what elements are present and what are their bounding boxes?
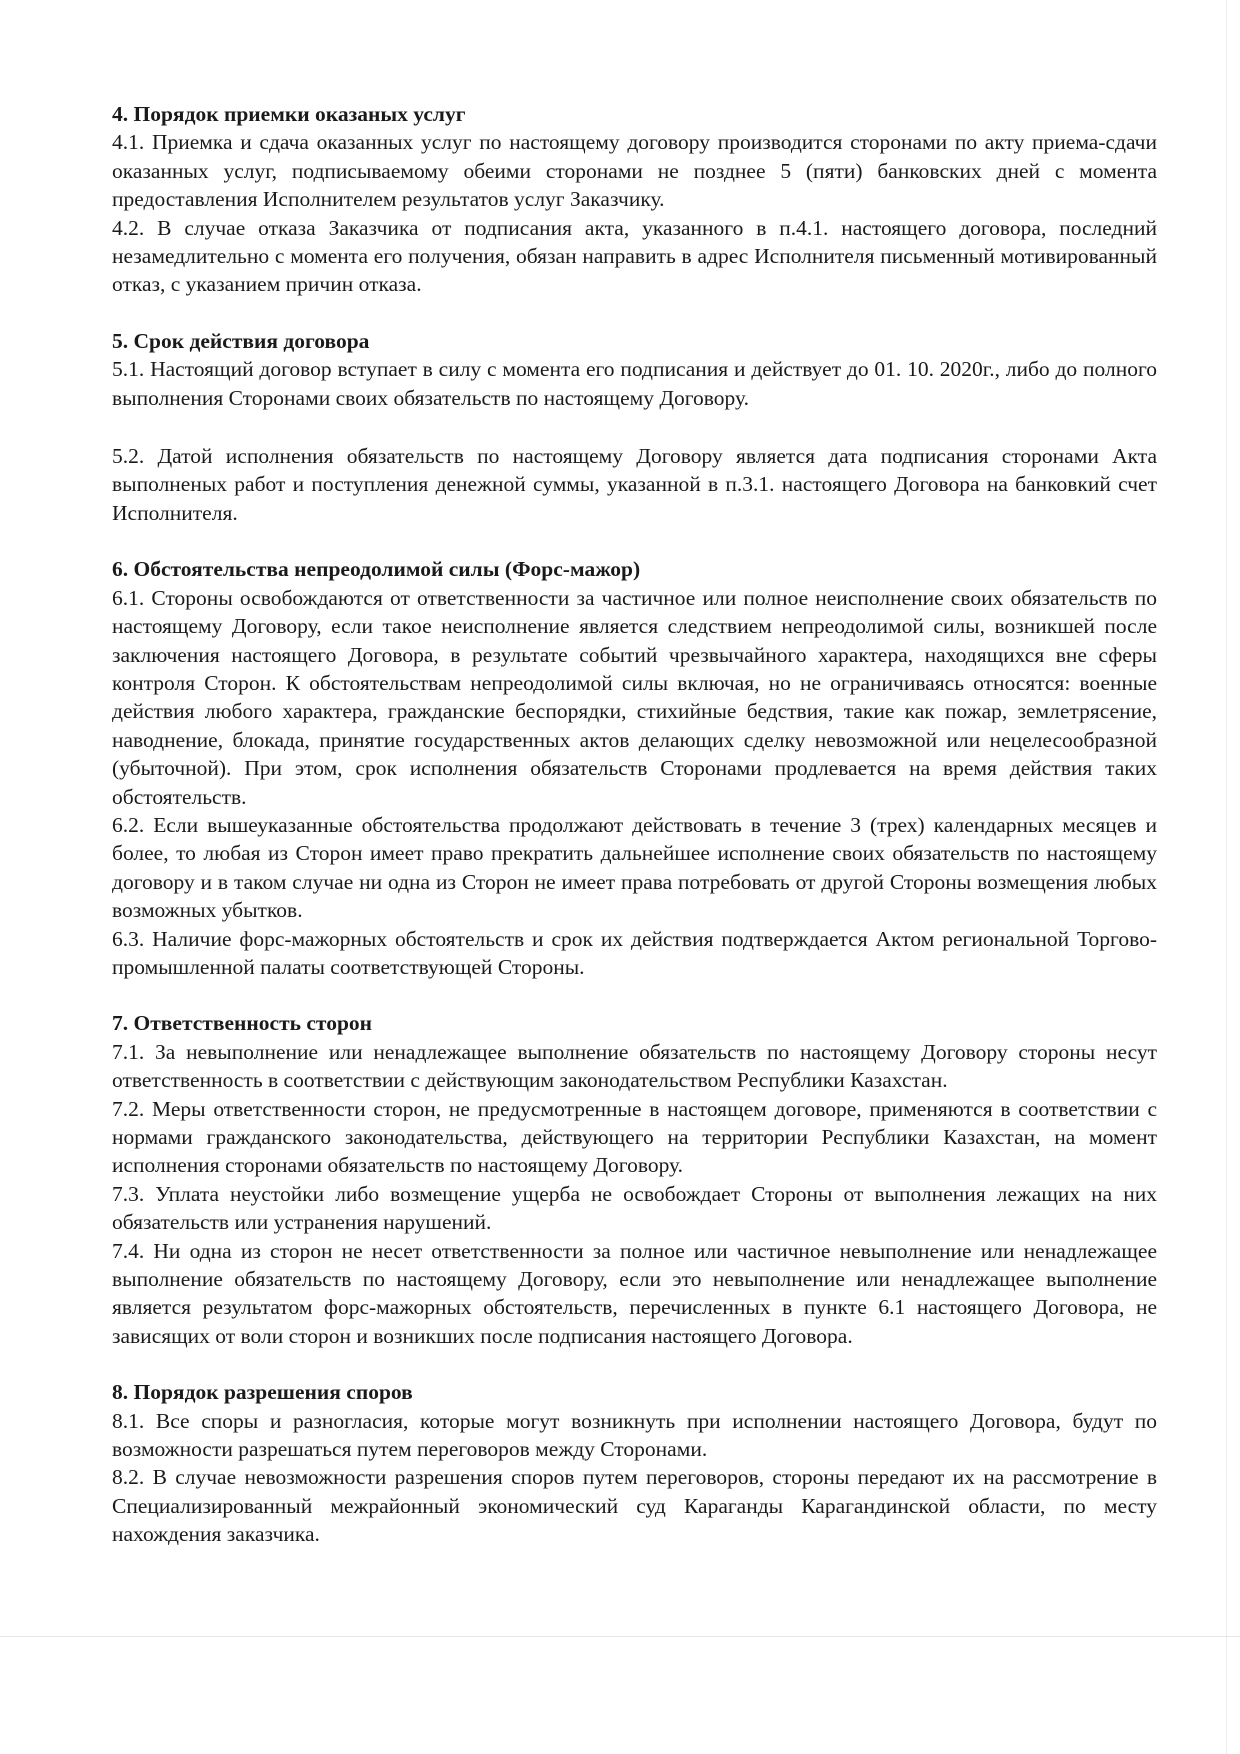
spacer [112, 412, 1157, 442]
clause-5-2: 5.2. Датой исполнения обязательств по настоящему Договору является дата подписания сторонами Акта выполненых работ и поступления денежной суммы, указанной в п.3.1. настоящего Договора на банковкий счет Исполнителя. [112, 444, 1157, 525]
section-5 [112, 327, 1157, 527]
clause-6-3: 6.3. Наличие форс-мажорных обстоятельств и срок их действия подтверждается Актом региональной Торгово-промышленной палаты соответствующей Стороны. [112, 926, 1157, 979]
clause-8-2: 8.2. В случае невозможности разрешения споров путем переговоров, стороны передают их на рассмотрение в Специализированный межрайонный экономический суд Караганды Карагандинской области, по месту нахождения заказчика. [112, 1465, 1157, 1547]
clause-7-4: 7.4. Ни одна из сторон не несет ответственности за полное или частичное невыполнение или ненадлежащее выполнение обязательств по настоящему Договору, если это невыполнение или ненадлежащее выполнение является результатом форс-мажорных обстоятельств, перечисленных в пункте 6.1 настоящего Договора, не зависящих от воли сторон и возникших после подписания настоящего Договора. [112, 1238, 1157, 1348]
clause-4-1: 4.1. Приемка и сдача оказанных услуг по настоящему договору производится сторонами по акту приема-сдачи оказанных услуг, подписываемому обеими сторонами не позднее 5 (пяти) банковских дней с момента предоставления Исполнителем результатов услуг Заказчику. [112, 130, 1157, 212]
clause-6-1: 6.1. Стороны освобождаются от ответственности за частичное или полное неисполнение своих обязательств по настоящему Договору, если такое неисполнение является следствием непреодолимой силы, возникшей после заключения настоящего Договора, в результате событий чрезвычайного характера, находящихся вне сферы контроля Сторон. К обстоятельствам непреодолимой силы включая, но не ограничиваясь относятся: военные действия любого характера, гражданские беспорядки, стихийные бедствия, такие как пожар, землетрясение, наводнение, блокада, принятие государственных актов делающих сделку невозможной или нецелесообразной (убыточной). При этом, срок исполнения обязательств Сторонами продлевается на время действия таких обстоятельств. [112, 585, 1157, 809]
section-7 [112, 1009, 1157, 1350]
clause-8-1: 8.1. Все споры и разногласия, которые могут возникнуть при исполнении настоящего Договора, будут по возможности разрешаться путем переговоров между Сторонами. [112, 1408, 1157, 1462]
clause-7-2: 7.2. Меры ответственности сторон, не предусмотренные в настоящем договоре, применяются в соответствии с нормами гражданского законодательства, действующего на территории Республики Казахстан, на момент исполнения сторонами обязательств по настоящему Договору. [112, 1096, 1157, 1178]
clause-7-1: 7.1. За невыполнение или ненадлежащее выполнение обязательств по настоящему Договору стороны несут ответственность в соответствии с действующим законодательством Республики Казахстан. [112, 1039, 1157, 1093]
spacer [112, 299, 1157, 327]
section-5-title: 5. Срок действия договора [112, 328, 370, 353]
section-4-title: 4. Порядок приемки оказаных услуг [112, 102, 466, 126]
clause-6-2: 6.2. Если вышеуказанные обстоятельства продолжают действовать в течение 3 (трех) календарных месяцев и более, то любая из Сторон имеет право прекратить дальнейшее исполнение своих обязательств по настоящему договору и в таком случае ни одна из Сторон не имеет права потребовать от другой Стороны возмещения любых возможных убытков. [112, 812, 1157, 923]
section-6-title: 6. Обстоятельства непреодолимой силы (Форс-мажор) [112, 557, 641, 582]
scan-edge-line-right [1226, 0, 1227, 1754]
clause-4-2: 4.2. В случае отказа Заказчика от подписания акта, указанного в п.4.1. настоящего договора, последний незамедлительно с момента его получения, обязан направить в адрес Исполнителя письменный мотивированный отказ, с указанием причин отказа. [112, 215, 1157, 297]
clause-5-1: 5.1. Настоящий договор вступает в силу с момента его подписания и действует до 01. 10. 2020г., либо до полного выполнения Сторонами своих обязательств по настоящему Договору. [112, 357, 1157, 410]
document-page [112, 100, 1157, 1549]
scan-edge-line-bottom [0, 1636, 1240, 1637]
spacer [112, 527, 1157, 555]
section-8-title: 8. Порядок разрешения споров [112, 1380, 413, 1405]
section-7-title: 7. Ответственность сторон [112, 1011, 373, 1036]
section-8 [112, 1378, 1157, 1548]
section-6 [112, 555, 1157, 981]
clause-7-3: 7.3. Уплата неустойки либо возмещение ущерба не освобождает Стороны от выполнения лежащих на них обязательств или устранения нарушений. [112, 1181, 1157, 1235]
spacer [112, 981, 1157, 1009]
section-4 [112, 100, 1157, 299]
spacer [112, 1350, 1157, 1378]
